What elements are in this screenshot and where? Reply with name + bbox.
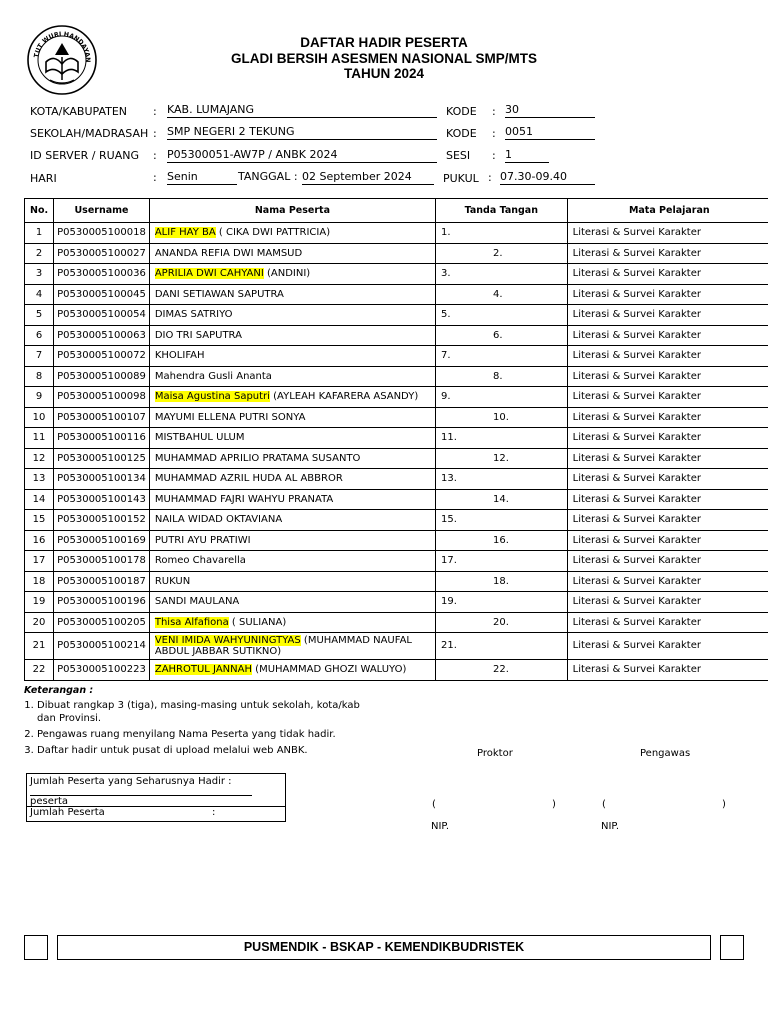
row-number: 19 bbox=[25, 592, 54, 613]
table-row bbox=[25, 407, 768, 428]
highlighted-name: VENI IMIDA WAHYUNINGTYAS bbox=[154, 634, 301, 646]
attendance-table bbox=[24, 198, 768, 681]
proktor-label: Proktor bbox=[477, 748, 513, 759]
table-row bbox=[25, 428, 768, 449]
table-row bbox=[25, 387, 768, 408]
row-participant-name bbox=[149, 243, 435, 264]
kode1-label: KODE bbox=[446, 105, 477, 118]
proktor-paren-open: ( bbox=[432, 799, 436, 810]
row-participant-name bbox=[149, 592, 435, 613]
row-subject: Literasi & Survei Karakter bbox=[567, 305, 768, 326]
row-signature: 6. bbox=[436, 325, 568, 346]
name-text: MISTBAHUL ULUM bbox=[154, 432, 245, 443]
row-signature: 19. bbox=[436, 592, 568, 613]
row-signature: 10. bbox=[436, 407, 568, 428]
name-text: ( CIKA DWI PATTRICIA) bbox=[215, 227, 331, 238]
row-number: 8 bbox=[25, 366, 54, 387]
hari-value: Senin bbox=[167, 170, 237, 185]
colon: : bbox=[492, 105, 496, 118]
row-username: P0530005100063 bbox=[54, 325, 150, 346]
row-username: P0530005100178 bbox=[54, 551, 150, 572]
row-signature: 12. bbox=[436, 448, 568, 469]
row-participant-name bbox=[149, 366, 435, 387]
row-participant-name bbox=[149, 510, 435, 531]
kota-value: KAB. LUMAJANG bbox=[167, 103, 437, 118]
row-subject: Literasi & Survei Karakter bbox=[567, 284, 768, 305]
row-subject: Literasi & Survei Karakter bbox=[567, 551, 768, 572]
row-username: P0530005100107 bbox=[54, 407, 150, 428]
row-number: 17 bbox=[25, 551, 54, 572]
row-number: 13 bbox=[25, 469, 54, 490]
row-participant-name bbox=[149, 264, 435, 285]
row-signature: 18. bbox=[436, 571, 568, 592]
name-text: RUKUN bbox=[154, 575, 191, 587]
pengawas-paren-close: ) bbox=[722, 799, 726, 810]
row-signature: 22. bbox=[436, 660, 568, 681]
colon: : bbox=[212, 807, 216, 818]
table-row bbox=[25, 489, 768, 510]
row-participant-name bbox=[149, 660, 435, 681]
row-signature: 21. bbox=[436, 633, 568, 660]
table-row bbox=[25, 510, 768, 531]
row-subject: Literasi & Survei Karakter bbox=[567, 243, 768, 264]
row-username: P0530005100089 bbox=[54, 366, 150, 387]
col-header-mata-pelajaran: Mata Pelajaran bbox=[567, 199, 768, 223]
row-participant-name bbox=[149, 407, 435, 428]
name-text: MAYUMI ELLENA PUTRI SONYA bbox=[154, 411, 306, 423]
row-number: 11 bbox=[25, 428, 54, 449]
row-username: P0530005100018 bbox=[54, 223, 150, 244]
footer-left-box bbox=[24, 935, 48, 960]
row-signature: 13. bbox=[436, 469, 568, 490]
tanggal-value: 02 September 2024 bbox=[302, 170, 434, 185]
row-number: 10 bbox=[25, 407, 54, 428]
table-row bbox=[25, 660, 768, 681]
row-number: 1 bbox=[25, 223, 54, 244]
row-participant-name bbox=[149, 305, 435, 326]
pukul-value: 07.30-09.40 bbox=[500, 170, 595, 185]
note-item: 1. Dibuat rangkap 3 (tiga), masing-masing untuk sekolah, kota/kab dan Provinsi. bbox=[37, 699, 374, 725]
row-username: P0530005100072 bbox=[54, 346, 150, 367]
name-text: (ANDINI) bbox=[263, 268, 311, 279]
note-item: 2. Pengawas ruang menyilang Nama Peserta yang tidak hadir. bbox=[37, 728, 374, 741]
row-participant-name bbox=[149, 428, 435, 449]
notes-section bbox=[24, 684, 374, 760]
footer-right-box bbox=[720, 935, 744, 960]
row-signature: 11. bbox=[436, 428, 568, 449]
summary-peserta-label: peserta bbox=[30, 796, 69, 807]
row-subject: Literasi & Survei Karakter bbox=[567, 633, 768, 660]
row-signature: 15. bbox=[436, 510, 568, 531]
table-row bbox=[25, 469, 768, 490]
colon: : bbox=[492, 149, 496, 162]
name-text: MUHAMMAD AZRIL HUDA AL ABBROR bbox=[154, 473, 343, 484]
pengawas-label: Pengawas bbox=[640, 748, 691, 759]
kota-label: KOTA/KABUPATEN bbox=[30, 105, 128, 118]
highlighted-name: Thisa Alfafiona bbox=[154, 616, 229, 628]
title-line-1: DAFTAR HADIR PESERTA bbox=[300, 35, 468, 50]
row-participant-name bbox=[149, 489, 435, 510]
row-number: 20 bbox=[25, 612, 54, 633]
col-header-tanda-tangan: Tanda Tangan bbox=[436, 199, 568, 223]
row-username: P0530005100152 bbox=[54, 510, 150, 531]
kode2-value: 0051 bbox=[505, 125, 595, 140]
col-header-no: No. bbox=[25, 199, 54, 223]
row-subject: Literasi & Survei Karakter bbox=[567, 571, 768, 592]
row-signature: 3. bbox=[436, 264, 568, 285]
row-signature: 5. bbox=[436, 305, 568, 326]
row-number: 6 bbox=[25, 325, 54, 346]
pukul-label: PUKUL bbox=[443, 172, 479, 185]
name-text: (MUHAMMAD NAUFAL ABDUL JABBAR SUTIKNO) bbox=[154, 634, 412, 657]
table-row bbox=[25, 551, 768, 572]
table-row bbox=[25, 305, 768, 326]
row-signature: 14. bbox=[436, 489, 568, 510]
row-subject: Literasi & Survei Karakter bbox=[567, 223, 768, 244]
table-row bbox=[25, 284, 768, 305]
table-row bbox=[25, 243, 768, 264]
name-text: KHOLIFAH bbox=[154, 350, 205, 361]
hari-label: HARI bbox=[30, 172, 57, 185]
row-participant-name bbox=[149, 530, 435, 551]
row-participant-name bbox=[149, 612, 435, 633]
row-number: 15 bbox=[25, 510, 54, 531]
name-text: SANDI MAULANA bbox=[154, 596, 240, 607]
name-text: ANANDA REFIA DWI MAMSUD bbox=[154, 247, 303, 259]
row-subject: Literasi & Survei Karakter bbox=[567, 489, 768, 510]
notes-title: Keterangan : bbox=[24, 685, 94, 696]
name-text: NAILA WIDAD OKTAVIANA bbox=[154, 514, 283, 525]
kode1-value: 30 bbox=[505, 103, 595, 118]
row-participant-name bbox=[149, 448, 435, 469]
colon: : bbox=[153, 171, 157, 184]
row-username: P0530005100116 bbox=[54, 428, 150, 449]
table-row bbox=[25, 346, 768, 367]
row-subject: Literasi & Survei Karakter bbox=[567, 407, 768, 428]
row-number: 16 bbox=[25, 530, 54, 551]
row-signature: 1. bbox=[436, 223, 568, 244]
name-text: (MUHAMMAD GHOZI WALUYO) bbox=[252, 664, 407, 675]
row-participant-name bbox=[149, 325, 435, 346]
name-text: DANI SETIAWAN SAPUTRA bbox=[154, 288, 284, 300]
table-row bbox=[25, 633, 768, 660]
row-username: P0530005100143 bbox=[54, 489, 150, 510]
row-username: P0530005100134 bbox=[54, 469, 150, 490]
row-number: 5 bbox=[25, 305, 54, 326]
name-text: Romeo Chavarella bbox=[154, 555, 246, 566]
row-username: P0530005100187 bbox=[54, 571, 150, 592]
table-row bbox=[25, 366, 768, 387]
highlighted-name: Maisa Agustina Saputri bbox=[154, 391, 270, 402]
highlighted-name: APRILIA DWI CAHYANI bbox=[154, 268, 264, 279]
name-text: MUHAMMAD APRILIO PRATAMA SUSANTO bbox=[154, 452, 361, 464]
row-username: P0530005100214 bbox=[54, 633, 150, 660]
row-signature: 8. bbox=[436, 366, 568, 387]
row-signature: 20. bbox=[436, 612, 568, 633]
row-signature: 7. bbox=[436, 346, 568, 367]
row-number: 7 bbox=[25, 346, 54, 367]
svg-text:TUT WURI HANDAYANI: TUT WURI HANDAYAN bbox=[33, 30, 92, 63]
row-participant-name bbox=[149, 346, 435, 367]
server-value: P05300051-AW7P / ANBK 2024 bbox=[167, 148, 437, 163]
row-participant-name bbox=[149, 223, 435, 244]
row-username: P0530005100036 bbox=[54, 264, 150, 285]
proktor-paren-close: ) bbox=[552, 799, 556, 810]
tanggal-label: TANGGAL : bbox=[238, 170, 298, 183]
row-username: P0530005100054 bbox=[54, 305, 150, 326]
row-username: P0530005100196 bbox=[54, 592, 150, 613]
row-signature: 16. bbox=[436, 530, 568, 551]
row-number: 18 bbox=[25, 571, 54, 592]
table-row bbox=[25, 612, 768, 633]
col-header-username: Username bbox=[54, 199, 150, 223]
row-participant-name bbox=[149, 571, 435, 592]
row-subject: Literasi & Survei Karakter bbox=[567, 530, 768, 551]
row-participant-name bbox=[149, 633, 435, 660]
row-username: P0530005100098 bbox=[54, 387, 150, 408]
row-username: P0530005100205 bbox=[54, 612, 150, 633]
row-username: P0530005100125 bbox=[54, 448, 150, 469]
summary-box bbox=[26, 773, 286, 822]
row-subject: Literasi & Survei Karakter bbox=[567, 264, 768, 285]
colon: : bbox=[153, 105, 157, 118]
name-text: (AYLEAH KAFARERA ASANDY) bbox=[269, 391, 419, 402]
row-participant-name bbox=[149, 387, 435, 408]
row-username: P0530005100223 bbox=[54, 660, 150, 681]
row-subject: Literasi & Survei Karakter bbox=[567, 428, 768, 449]
summary-actual-label: Jumlah Peserta bbox=[30, 807, 105, 818]
row-subject: Literasi & Survei Karakter bbox=[567, 346, 768, 367]
row-subject: Literasi & Survei Karakter bbox=[567, 510, 768, 531]
row-subject: Literasi & Survei Karakter bbox=[567, 325, 768, 346]
table-row bbox=[25, 264, 768, 285]
table-row bbox=[25, 571, 768, 592]
row-number: 9 bbox=[25, 387, 54, 408]
table-header-row bbox=[25, 199, 768, 223]
summary-expected-label: Jumlah Peserta yang Seharusnya Hadir : bbox=[30, 776, 232, 787]
pengawas-paren-open: ( bbox=[602, 799, 606, 810]
colon: : bbox=[153, 149, 157, 162]
row-number: 14 bbox=[25, 489, 54, 510]
sesi-value: 1 bbox=[505, 148, 549, 163]
row-subject: Literasi & Survei Karakter bbox=[567, 448, 768, 469]
row-number: 22 bbox=[25, 660, 54, 681]
colon: : bbox=[153, 127, 157, 140]
highlighted-name: ALIF HAY BA bbox=[154, 227, 216, 238]
row-number: 12 bbox=[25, 448, 54, 469]
row-subject: Literasi & Survei Karakter bbox=[567, 366, 768, 387]
row-subject: Literasi & Survei Karakter bbox=[567, 387, 768, 408]
row-number: 3 bbox=[25, 264, 54, 285]
table-row bbox=[25, 592, 768, 613]
table-row bbox=[25, 530, 768, 551]
row-subject: Literasi & Survei Karakter bbox=[567, 592, 768, 613]
notes-list bbox=[24, 699, 374, 757]
title-line-3: TAHUN 2024 bbox=[343, 66, 425, 81]
name-text: Mahendra Gusli Ananta bbox=[154, 370, 272, 382]
row-number: 21 bbox=[25, 633, 54, 660]
colon: : bbox=[492, 127, 496, 140]
proktor-nip: NIP. bbox=[431, 821, 450, 832]
sekolah-label: SEKOLAH/MADRASAH bbox=[30, 127, 149, 140]
table-row bbox=[25, 325, 768, 346]
row-signature: 4. bbox=[436, 284, 568, 305]
row-username: P0530005100169 bbox=[54, 530, 150, 551]
name-text: PUTRI AYU PRATIWI bbox=[154, 534, 251, 546]
highlighted-name: ZAHROTUL JANNAH bbox=[154, 664, 252, 675]
table-row bbox=[25, 223, 768, 244]
row-subject: Literasi & Survei Karakter bbox=[567, 469, 768, 490]
server-label: ID SERVER / RUANG bbox=[30, 149, 139, 162]
row-signature: 2. bbox=[436, 243, 568, 264]
row-subject: Literasi & Survei Karakter bbox=[567, 660, 768, 681]
row-participant-name bbox=[149, 469, 435, 490]
row-participant-name bbox=[149, 284, 435, 305]
sekolah-value: SMP NEGERI 2 TEKUNG bbox=[167, 125, 437, 140]
row-subject: Literasi & Survei Karakter bbox=[567, 612, 768, 633]
kode2-label: KODE bbox=[446, 127, 477, 140]
name-text: MUHAMMAD FAJRI WAHYU PRANATA bbox=[154, 493, 334, 505]
colon: : bbox=[488, 171, 492, 184]
pengawas-nip: NIP. bbox=[601, 821, 620, 832]
name-text: ( SULIANA) bbox=[228, 616, 287, 628]
row-participant-name bbox=[149, 551, 435, 572]
sesi-label: SESI bbox=[446, 149, 471, 162]
row-number: 4 bbox=[25, 284, 54, 305]
name-text: DIO TRI SAPUTRA bbox=[154, 329, 242, 341]
note-item: 3. Daftar hadir untuk pusat di upload melalui web ANBK. bbox=[37, 744, 374, 757]
name-text: DIMAS SATRIYO bbox=[154, 309, 233, 320]
title-line-2: GLADI BERSIH ASESMEN NASIONAL SMP/MTS bbox=[230, 51, 538, 66]
col-header-nama: Nama Peserta bbox=[149, 199, 435, 223]
table-row bbox=[25, 448, 768, 469]
footer-banner: PUSMENDIK - BSKAP - KEMENDIKBUDRISTEK bbox=[57, 935, 711, 960]
row-signature: 9. bbox=[436, 387, 568, 408]
row-username: P0530005100027 bbox=[54, 243, 150, 264]
row-signature: 17. bbox=[436, 551, 568, 572]
row-username: P0530005100045 bbox=[54, 284, 150, 305]
row-number: 2 bbox=[25, 243, 54, 264]
